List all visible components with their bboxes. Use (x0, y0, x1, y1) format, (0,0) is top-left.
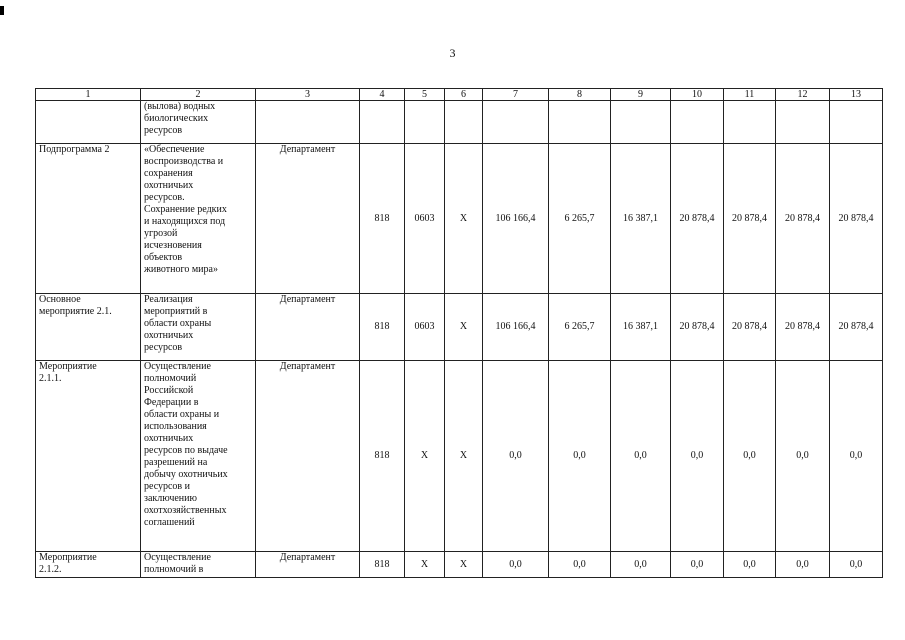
value-cell (830, 101, 883, 144)
column-number: 4 (360, 89, 405, 101)
value-cell: 0,0 (776, 361, 830, 552)
value-cell: 818 (360, 144, 405, 294)
value-cell: 818 (360, 552, 405, 578)
table-row (36, 144, 883, 294)
value-cell: Х (445, 294, 483, 361)
program-name-cell: Осуществление полномочий в (141, 552, 256, 578)
value-cell: 20 878,4 (830, 294, 883, 361)
program-code-cell: Основное мероприятие 2.1. (36, 294, 141, 361)
table-row (36, 101, 883, 144)
program-code-cell: Подпрограмма 2 (36, 144, 141, 294)
value-cell: 20 878,4 (776, 144, 830, 294)
value-cell: 6 265,7 (549, 294, 611, 361)
column-number: 12 (776, 89, 830, 101)
table-row (36, 361, 883, 552)
value-cell: 0,0 (549, 361, 611, 552)
value-cell: 0,0 (830, 361, 883, 552)
value-cell: 0,0 (611, 361, 671, 552)
value-cell (445, 101, 483, 144)
table-row (36, 552, 883, 578)
value-cell: 16 387,1 (611, 294, 671, 361)
executor-cell (256, 101, 360, 144)
value-cell: 0,0 (724, 552, 776, 578)
program-code-cell (36, 101, 141, 144)
value-cell: 0,0 (483, 361, 549, 552)
value-cell: 818 (360, 294, 405, 361)
value-cell (549, 101, 611, 144)
column-number: 8 (549, 89, 611, 101)
value-cell: 0,0 (724, 361, 776, 552)
value-cell: 20 878,4 (830, 144, 883, 294)
program-code-cell: Мероприятие 2.1.2. (36, 552, 141, 578)
program-name-cell: «Обеспечение воспроизводства и сохранения охотничьих ресурсов. Сохранение редких и находящихся под угрозой исчезновения объектов животного мира» (141, 144, 256, 294)
executor-cell: Департамент (256, 552, 360, 578)
budget-table (35, 88, 883, 578)
column-number: 7 (483, 89, 549, 101)
value-cell: 0,0 (611, 552, 671, 578)
value-cell: 16 387,1 (611, 144, 671, 294)
column-number: 2 (141, 89, 256, 101)
value-cell: 0,0 (671, 552, 724, 578)
value-cell: Х (445, 361, 483, 552)
value-cell: 106 166,4 (483, 294, 549, 361)
program-name-cell: Осуществление полномочий Российской Федерации в области охраны и использования охотничьих ресурсов по выдаче разрешений на добычу охотничьих ресурсов и заключению охотхозяйственных соглашений (141, 361, 256, 552)
value-cell: 0,0 (483, 552, 549, 578)
value-cell: 20 878,4 (724, 294, 776, 361)
column-number: 6 (445, 89, 483, 101)
value-cell (360, 101, 405, 144)
value-cell: 106 166,4 (483, 144, 549, 294)
value-cell: 818 (360, 361, 405, 552)
program-name-cell: Реализация мероприятий в области охраны охотничьих ресурсов (141, 294, 256, 361)
value-cell (483, 101, 549, 144)
value-cell: 20 878,4 (776, 294, 830, 361)
column-number: 9 (611, 89, 671, 101)
column-number: 5 (405, 89, 445, 101)
page-number: 3 (449, 46, 456, 60)
value-cell: 0603 (405, 294, 445, 361)
value-cell: 0603 (405, 144, 445, 294)
value-cell: 0,0 (830, 552, 883, 578)
value-cell: Х (445, 144, 483, 294)
value-cell: 0,0 (549, 552, 611, 578)
program-code-cell: Мероприятие 2.1.1. (36, 361, 141, 552)
value-cell: Х (405, 361, 445, 552)
column-number: 13 (830, 89, 883, 101)
value-cell: 20 878,4 (671, 144, 724, 294)
value-cell (724, 101, 776, 144)
program-name-cell: (вылова) водных биологических ресурсов (141, 101, 256, 144)
value-cell (611, 101, 671, 144)
value-cell (776, 101, 830, 144)
column-number: 11 (724, 89, 776, 101)
column-number-row (36, 89, 883, 101)
executor-cell: Департамент (256, 144, 360, 294)
value-cell: 0,0 (671, 361, 724, 552)
value-cell (671, 101, 724, 144)
value-cell: Х (405, 552, 445, 578)
table-row (36, 294, 883, 361)
scan-corner-mark (0, 6, 4, 15)
value-cell: 20 878,4 (671, 294, 724, 361)
value-cell: 0,0 (776, 552, 830, 578)
executor-cell: Департамент (256, 361, 360, 552)
value-cell (405, 101, 445, 144)
executor-cell: Департамент (256, 294, 360, 361)
value-cell: Х (445, 552, 483, 578)
value-cell: 6 265,7 (549, 144, 611, 294)
value-cell: 20 878,4 (724, 144, 776, 294)
column-number: 3 (256, 89, 360, 101)
column-number: 10 (671, 89, 724, 101)
column-number: 1 (36, 89, 141, 101)
